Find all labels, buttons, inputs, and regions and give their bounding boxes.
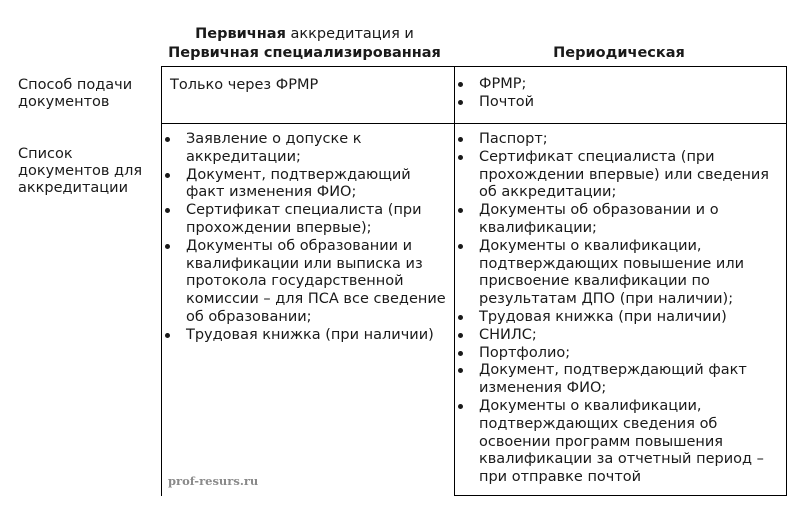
list-item: Трудовая книжка (при наличии) [455, 309, 776, 327]
column-header-primary [162, 25, 447, 63]
submission-periodic-list [455, 76, 786, 112]
list-item: Сертификат специалиста (при прохождении впервые) или сведения об аккредитации; [455, 149, 776, 202]
submission-primary-text: Только через ФРМР [170, 77, 319, 93]
list-item: Документы об образовании и о квалификации; [455, 202, 776, 238]
header-primary-rest: аккредитация и [285, 26, 414, 42]
header-primary-specialized: Первичная специализированная [168, 45, 441, 61]
list-item: Почтой [455, 94, 786, 112]
list-item: Документы о квалификации, подтверждающих сведения об освоении программ повышения квалификации за отчетный период – при отправке почтой [455, 398, 776, 487]
list-item: Документы о квалификации, подтверждающих повышение или присвоение квалификации по результатам ДПО (при наличии); [455, 238, 776, 309]
list-item: Трудовая книжка (при наличии) [162, 327, 447, 345]
list-item: Портфолио; [455, 345, 776, 363]
list-item: ФРМР; [455, 76, 786, 94]
row-label-documents: Список документов для аккредитации [18, 146, 143, 196]
row-label-submission: Способ подачи документов [18, 77, 133, 110]
list-item: Заявление о допуске к аккредитации; [162, 131, 447, 167]
documents-periodic-cell [454, 124, 787, 496]
header-periodic-label: Периодическая [553, 45, 685, 61]
list-item: Паспорт; [455, 131, 776, 149]
documents-primary-cell [161, 124, 455, 496]
watermark: prof-resurs.ru [168, 474, 259, 488]
column-header-periodic [455, 44, 783, 63]
list-item: Сертификат специалиста (при прохождении впервые); [162, 202, 447, 238]
list-item: Документ, подтверждающий факт изменения ФИО; [455, 362, 776, 398]
list-item: СНИЛС; [455, 327, 776, 345]
submission-periodic-cell [454, 66, 787, 124]
list-item: Документы об образовании и квалификации или выписка из протокола государственной комиссии – для ПСА все сведение об образовании; [162, 238, 447, 327]
submission-primary-cell [161, 66, 455, 124]
documents-primary-list [162, 131, 447, 345]
list-item: Документ, подтверждающий факт изменения ФИО; [162, 167, 447, 203]
header-primary-bold: Первичная [195, 26, 286, 42]
documents-periodic-list [455, 131, 776, 487]
